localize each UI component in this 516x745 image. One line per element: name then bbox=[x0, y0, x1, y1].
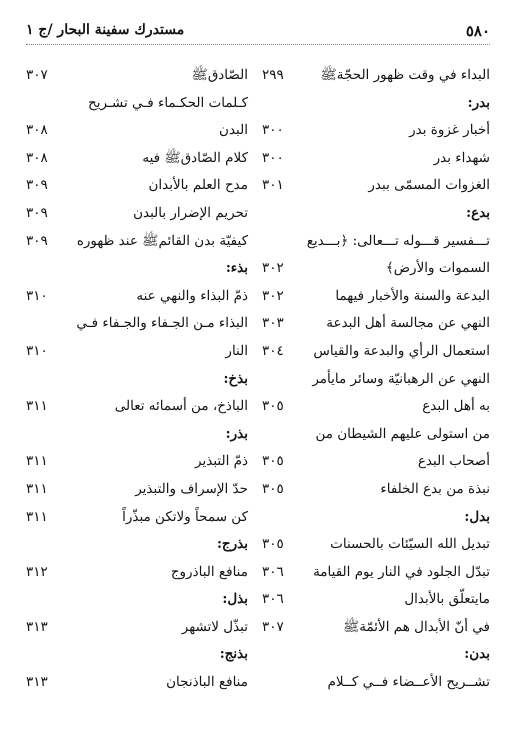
entry-title: النهي عن الرهبانيّة وسائر مايأمر bbox=[312, 370, 490, 387]
index-heading bbox=[262, 641, 490, 669]
entry-page-number: ٣٠١ bbox=[262, 177, 284, 194]
index-entry bbox=[26, 448, 248, 476]
index-heading bbox=[26, 531, 248, 559]
index-entry bbox=[262, 448, 490, 476]
heading-label: بدن: bbox=[464, 646, 490, 663]
entry-page-number: ٣١١ bbox=[26, 453, 48, 470]
entry-title: تحريم الإضرار بالبدن bbox=[133, 204, 248, 221]
entry-title: النار bbox=[225, 342, 248, 359]
index-entry bbox=[262, 476, 490, 504]
index-column-right bbox=[262, 62, 490, 697]
entry-page-number: ٣٠٨ bbox=[26, 149, 48, 166]
index-heading bbox=[262, 504, 490, 532]
heading-label: بدع: bbox=[466, 204, 490, 221]
entry-title: السموات والأرض﴾ bbox=[385, 260, 490, 277]
entry-title: تبديل الله السيّئات بالحسنات bbox=[330, 536, 490, 553]
entry-title: منافع الباذروج bbox=[170, 563, 248, 580]
entry-title: ذمّ البذاء والنهي عنه bbox=[136, 287, 248, 304]
index-entry bbox=[26, 338, 248, 366]
entry-page-number: ٣٠٢ bbox=[262, 287, 284, 304]
index-entry bbox=[26, 614, 248, 642]
entry-title: كلام الصّادقﷺ فيه bbox=[142, 149, 248, 166]
index-heading bbox=[262, 200, 490, 228]
index-entry bbox=[262, 117, 490, 145]
index-heading bbox=[26, 366, 248, 394]
index-entry bbox=[262, 366, 490, 394]
index-entry bbox=[26, 559, 248, 587]
index-entry bbox=[262, 338, 490, 366]
entry-title: أخبار غزوة بدر bbox=[409, 122, 490, 139]
index-entry bbox=[262, 228, 490, 256]
index-heading bbox=[26, 641, 248, 669]
entry-page-number: ٣١٠ bbox=[26, 342, 48, 359]
index-entry bbox=[262, 283, 490, 311]
entry-title: البذاء مـن الجـفاء والجـفاء فـي bbox=[76, 315, 248, 332]
entry-title: من استولى عليهم الشيطان من bbox=[315, 425, 490, 442]
index-entry bbox=[262, 172, 490, 200]
entry-title: استعمال الرأي والبدعة والقياس bbox=[313, 342, 490, 359]
entry-page-number: ٣٠٧ bbox=[26, 67, 48, 83]
index-entry bbox=[262, 310, 490, 338]
index-entry bbox=[262, 62, 490, 90]
entry-page-number: ٣٠٥ bbox=[262, 536, 284, 553]
index-entry bbox=[262, 559, 490, 587]
entry-title: في أنّ الأبدال هم الأئمّةﷺ bbox=[342, 618, 490, 635]
index-entry bbox=[262, 586, 490, 614]
index-entry bbox=[262, 531, 490, 559]
index-column-left bbox=[26, 62, 248, 697]
entry-title: به أهل البدع bbox=[422, 398, 490, 415]
heading-label: بذء: bbox=[225, 260, 248, 277]
index-entry bbox=[26, 476, 248, 504]
entry-title: حدّ الإسراف والتبذير bbox=[135, 480, 248, 497]
entry-page-number: ٣١١ bbox=[26, 508, 48, 525]
entry-title: كـلمات الحكـماء فـي تشـريح bbox=[88, 94, 248, 111]
entry-title: كن سمحاً ولاتكن مبذّراً bbox=[122, 508, 248, 525]
index-entry bbox=[26, 283, 248, 311]
entry-page-number: ٣١٢ bbox=[26, 563, 48, 580]
entry-page-number: ٣١١ bbox=[26, 398, 48, 415]
heading-label: بذرج: bbox=[216, 536, 248, 553]
index-entry bbox=[26, 145, 248, 173]
running-title: مستدرك سفينة البحار /ج ١ bbox=[26, 22, 185, 38]
entry-title: مايتعلّق بالأبدال bbox=[404, 591, 490, 608]
entry-title: تـــفسير قـــوله تـــعالى: ﴿بـــديع bbox=[306, 232, 490, 249]
entry-page-number: ٣٠٥ bbox=[262, 398, 284, 415]
index-entry bbox=[26, 310, 248, 338]
entry-title: أصحاب البدع bbox=[417, 453, 490, 470]
entry-page-number: ٣١٣ bbox=[26, 674, 48, 691]
entry-page-number: ٣٠٧ bbox=[262, 618, 284, 635]
entry-title: البدن bbox=[219, 122, 248, 139]
entry-title: مدح العلم بالأبدان bbox=[148, 177, 248, 194]
entry-page-number: ٣٠٦ bbox=[262, 563, 284, 580]
entry-page-number: ٣٠٥ bbox=[262, 480, 284, 497]
entry-page-number: ٢٩٩ bbox=[262, 67, 284, 83]
entry-title: النهي عن مجالسة أهل البدعة bbox=[326, 315, 490, 332]
entry-title: كيفيّة بدن القائمﷺ عند ظهوره bbox=[76, 232, 248, 249]
heading-label: بدل: bbox=[464, 508, 490, 525]
index-entry bbox=[26, 393, 248, 421]
entry-title: البدعة والسنة والأخبار فيهما bbox=[335, 287, 490, 304]
index-entry bbox=[262, 145, 490, 173]
entry-page-number: ٣١٠ bbox=[26, 287, 48, 304]
index-entry bbox=[26, 669, 248, 697]
index-entry bbox=[26, 62, 248, 90]
entry-page-number: ٣٠٤ bbox=[262, 342, 284, 359]
heading-label: بذر: bbox=[225, 425, 248, 442]
page-number: ٥٨٠ bbox=[465, 22, 490, 40]
entry-page-number: ٣١٣ bbox=[26, 618, 48, 635]
entry-title: الغزوات المسمّى ببدر bbox=[368, 177, 490, 194]
heading-label: بذنج: bbox=[219, 646, 248, 663]
index-entry bbox=[26, 200, 248, 228]
entry-page-number: ٣٠٣ bbox=[262, 315, 284, 332]
index-entry bbox=[26, 90, 248, 118]
heading-label: بذل: bbox=[222, 591, 248, 608]
heading-label: بدر: bbox=[467, 94, 490, 111]
index-entry bbox=[262, 255, 490, 283]
entry-page-number: ٣٠٩ bbox=[26, 204, 48, 221]
entry-title: ذمّ التبذير bbox=[195, 453, 248, 470]
index-entry bbox=[262, 669, 490, 697]
index-heading bbox=[262, 90, 490, 118]
index-entry bbox=[26, 228, 248, 256]
entry-page-number: ٣٠٥ bbox=[262, 453, 284, 470]
running-header bbox=[26, 22, 490, 45]
index-entry bbox=[26, 117, 248, 145]
index-entry bbox=[262, 421, 490, 449]
entry-page-number: ٣١١ bbox=[26, 480, 48, 497]
index-entry bbox=[262, 614, 490, 642]
entry-title: شهداء بدر bbox=[433, 149, 490, 166]
entry-page-number: ٣٠٠ bbox=[262, 149, 284, 166]
entry-page-number: ٣٠٩ bbox=[26, 232, 48, 249]
index-heading bbox=[26, 255, 248, 283]
entry-page-number: ٣٠٢ bbox=[262, 260, 284, 277]
entry-title: منافع الباذنجان bbox=[166, 674, 248, 691]
index-entry bbox=[262, 393, 490, 421]
entry-title: البداء في وقت ظهور الحجّةﷺ bbox=[320, 67, 490, 83]
entry-title: نبذة من بدع الخلفاء bbox=[380, 480, 490, 497]
index-heading bbox=[26, 421, 248, 449]
index-heading bbox=[26, 586, 248, 614]
entry-title: تشــريح الأعــضاء فــي كــلام bbox=[327, 674, 490, 691]
entry-title: تبذّل لاتشهر bbox=[181, 618, 248, 635]
entry-title: تبدّل الجلود في النار يوم القيامة bbox=[313, 563, 490, 580]
entry-title: الصّادقﷺ bbox=[191, 67, 248, 83]
entry-page-number: ٣٠٠ bbox=[262, 122, 284, 139]
index-entry bbox=[26, 172, 248, 200]
entry-page-number: ٣٠٨ bbox=[26, 122, 48, 139]
index-entry bbox=[26, 504, 248, 532]
entry-page-number: ٣٠٦ bbox=[262, 591, 284, 608]
entry-title: الباذخ، من أسمائه تعالى bbox=[114, 398, 248, 415]
entry-page-number: ٣٠٩ bbox=[26, 177, 48, 194]
heading-label: بذخ: bbox=[223, 370, 248, 387]
